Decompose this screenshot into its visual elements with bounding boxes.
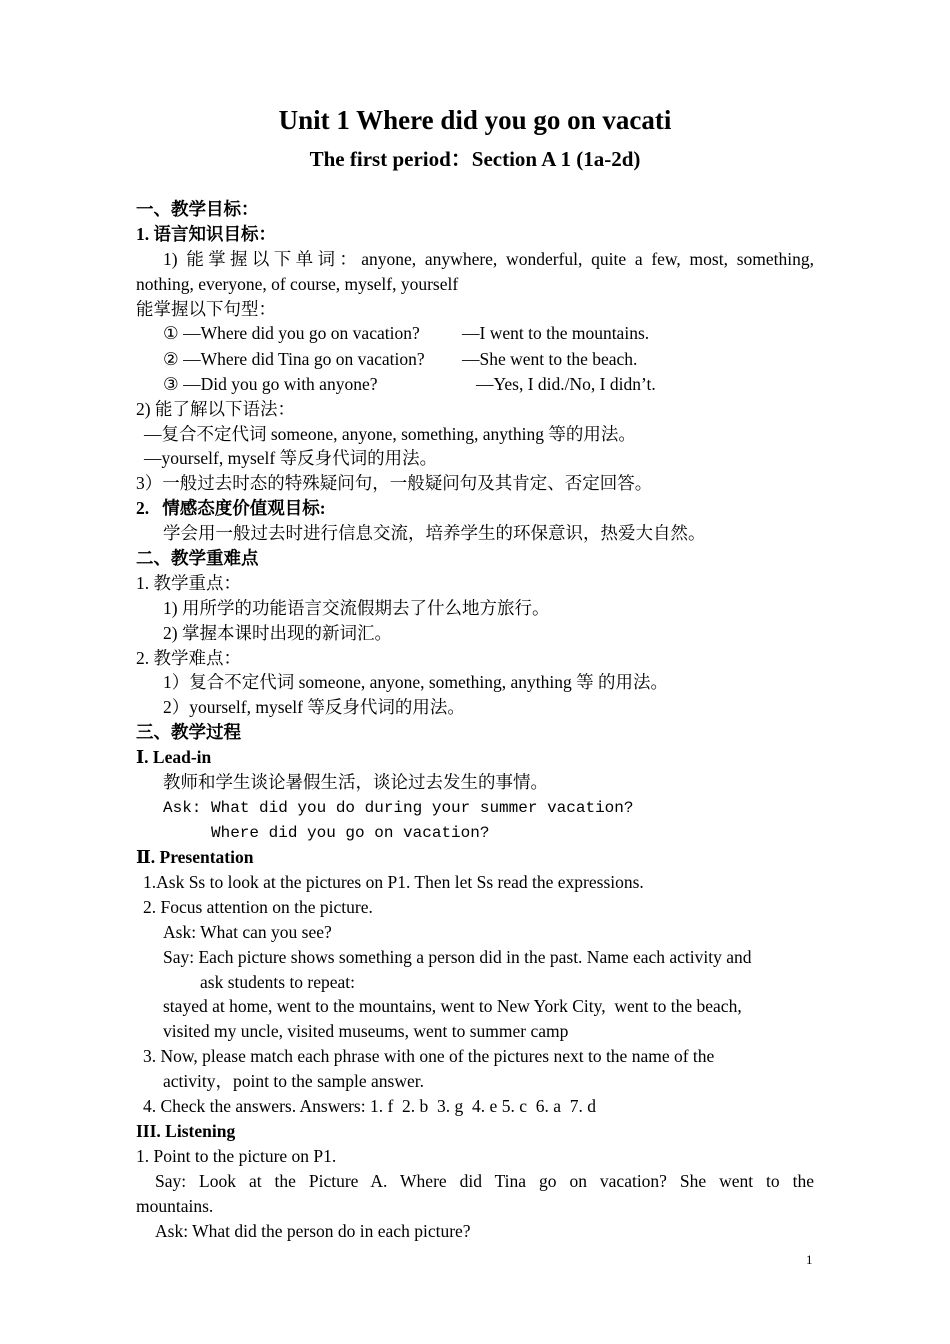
difficult-points-label: 2. 教学难点： [136, 648, 241, 668]
activity-list-line-1: stayed at home, went to the mountains, went to New York City, went to the beach, [163, 996, 742, 1016]
difficult-point-1: 1）复合不定代词 someone, anyone, something, anything 等 的用法。 [163, 672, 669, 692]
key-points-label: 1. 教学重点： [136, 573, 241, 593]
presentation-step-3-line-1: 3. Now, please match each phrase with one of the pictures next to the name of the [143, 1046, 715, 1066]
presentation-ask: Ask: What can you see? [163, 922, 332, 942]
listening-step-1: 1. Point to the picture on P1. [136, 1146, 337, 1166]
lead-in-question-2: Where did you go on vacation? [211, 824, 490, 842]
key-difficult-heading: 二、教学重难点 [136, 548, 259, 568]
presentation-heading: Ⅱ. Presentation [136, 847, 254, 867]
listening-ask: Ask: What did the person do in each picture? [155, 1221, 471, 1241]
grammar-point-1: —复合不定代词 someone, anyone, something, anything 等的用法。 [144, 424, 636, 444]
lead-in-question-1: Ask: What did you do during your summer vacation? [163, 799, 634, 817]
presentation-say-line-1: Say: Each picture shows something a person did in the past. Name each activity and [163, 947, 752, 967]
listening-say-line-1: Say: Look at the Picture A. Where did Tina go on vacation? She went to the [155, 1171, 814, 1191]
grammar-point-2: —yourself, myself 等反身代词的用法。 [144, 448, 438, 468]
key-point-2: 2) 掌握本课时出现的新词汇。 [163, 623, 392, 643]
presentation-step-3-line-2: activity，point to the sample answer. [163, 1071, 424, 1091]
sentence-1-answer: —I went to the mountains. [462, 323, 650, 343]
sentence-2-answer: —She went to the beach. [462, 349, 638, 369]
presentation-step-2: 2. Focus attention on the picture. [143, 897, 373, 917]
activity-list-line-2: visited my uncle, visited museums, went to summer camp [163, 1021, 569, 1041]
vocabulary-line-2: nothing, everyone, of course, myself, yourself [136, 274, 459, 294]
sentence-1-question: ① —Where did you go on vacation? [163, 323, 420, 343]
lead-in-heading: Ⅰ. Lead-in [136, 747, 212, 767]
listening-say-line-2: mountains. [136, 1196, 214, 1216]
sentence-patterns-heading: 能掌握以下句型： [136, 299, 276, 319]
grammar-point-3: 3）一般过去时态的特殊疑问句，一般疑问句及其肯定、否定回答。 [136, 473, 653, 493]
sentence-2-question: ② —Where did Tina go on vacation? [163, 349, 425, 369]
sentence-3-answer: —Yes, I did./No, I didn’t. [476, 374, 656, 394]
sentence-3-question: ③ —Did you go with anyone? [163, 374, 378, 394]
emotion-goals-heading: 2. 情感态度价值观目标: [136, 498, 326, 518]
language-goals-heading: 1. 语言知识目标： [136, 224, 276, 244]
teaching-process-heading: 三、教学过程 [136, 722, 241, 742]
page-number: 1 [806, 1252, 813, 1267]
presentation-step-4: 4. Check the answers. Answers: 1. f 2. b 3. g 4. e 5. c 6. a 7. d [143, 1096, 596, 1116]
presentation-step-1: 1.Ask Ss to look at the pictures on P1. Then let Ss read the expressions. [143, 872, 644, 892]
presentation-say-line-2: ask students to repeat: [200, 972, 356, 992]
emotion-goals-text: 学会用一般过去时进行信息交流，培养学生的环保意识，热爱大自然。 [163, 523, 706, 543]
vocabulary-line-1: 1) 能掌握以下单词：anyone, anywhere, wonderful, quite a few, most, something, [163, 249, 814, 269]
listening-heading: III. Listening [136, 1121, 236, 1141]
document-subtitle: The first period：Section A 1 (1a-2d) [309, 147, 641, 171]
document-title: Unit 1 Where did you go on vacati [278, 105, 672, 135]
grammar-heading: 2) 能了解以下语法： [136, 399, 295, 419]
difficult-point-2: 2）yourself, myself 等反身代词的用法。 [163, 697, 465, 717]
teaching-goals-heading: 一、教学目标： [136, 199, 259, 219]
lead-in-text: 教师和学生谈论暑假生活，谈论过去发生的事情。 [163, 772, 548, 792]
key-point-1: 1) 用所学的功能语言交流假期去了什么地方旅行。 [163, 598, 550, 618]
